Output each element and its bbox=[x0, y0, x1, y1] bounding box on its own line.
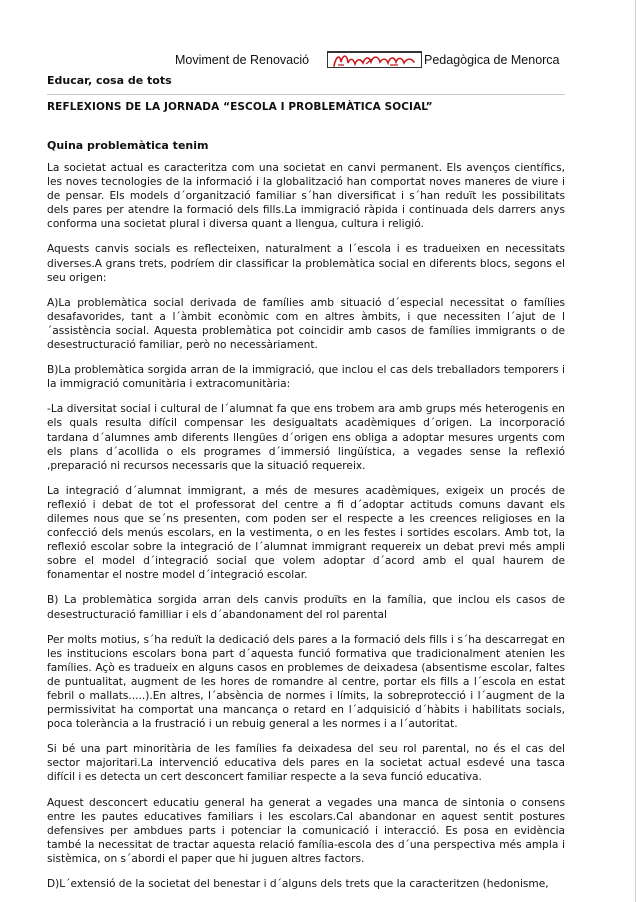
paragraph: Per molts motius, s´ha reduït la dedicació dels pares a la formació dels fills i s´ha descarregat en les institucions escolars bona part d´aquesta funció formativa que tradicionalment atenien les famílies. Açò es tradueix en alguns casos en problemes de deixadesa (absentisme escolar, faltes de puntualitat, augment de les hores de romandre al centre, portar els fills a l´escola en estat febril o mallats.....).En altres, l´absència de normes i límits, la sobreprotecció i l´augment de la permissivitat ha comportat una mancança o retard en l´adquisició d´hàbits i habilitats socials, poca tolerància a la frustració i un rebuig general a les normes i a l´autoritat. bbox=[47, 633, 565, 731]
paragraph: -La diversitat social i cultural de l´alumnat fa que ens trobem ara amb grups més heterogenis en els quals resulta difícil compensar les desigualtats acadèmiques d´origen. La incorporació tardana d´alumnes amb diferents llengües d´origen ens obliga a adoptar mesures urgents com els plans d´acollida o els programes d´immersió lingüística, a vegades sense la reflexió ,preparació ni recursos necessaris que la situació requereix. bbox=[47, 403, 565, 472]
paragraph: A)La problemàtica social derivada de famílies amb situació d´especial necessitat o famílies desafavorides, tant a l´àmbit econòmic com en altres àmbits, i que necessiten l´ajut de l´assistència social. Aquesta problemàtica pot coincidir amb casos de famílies immigrants o de desestructuració familiar, però no necessàriament. bbox=[47, 296, 565, 352]
masthead bbox=[0, 48, 636, 74]
header-left-text: Moviment de Renovació bbox=[175, 53, 310, 67]
paragraph: Si bé una part minoritària de les famílies fa deixadesa del seu rol parental, no és el cas del sector majoritari.La intervenció educativa dels pares en la societat actual esdevé una tasca difícil i es detecta un cert desconcert familiar respecte a la seva funció educativa. bbox=[47, 743, 565, 784]
paragraph: Aquest desconcert educatiu general ha generat a vegades una manca de sintonia o consens entre les pautes educatives familiars i les escolars.Cal abandonar en aquest sentit postures defensives per ambdues parts i potenciar la comunicació i interacció. Es posa en evidència també la necessitat de tractar aquesta relació família-escola des d´una perspectiva més ampla i sistèmica, on s´abordi el paper que hi juguen altres factors. bbox=[47, 796, 565, 865]
document-title: REFLEXIONS DE LA JORNADA “ESCOLA I PROBLEMÀTICA SOCIAL” bbox=[47, 101, 433, 113]
paragraph: D)L´extensió de la societat del benestar i d´alguns dels trets que la caracteritzen (hedonisme, bbox=[47, 878, 549, 891]
paragraph: La societat actual es caracteritza com una societat en canvi permanent. Els avenços científics, les noves tecnologies de la informació i la globalització han comportat noves maneres de viure i de pensar. Els models d´organització familiar s´han diversificat i s´han reduït les possibilitats dels pares per atendre la formació dels fills.La immigració ràpida i continuada dels darrers anys conforma una societat plural i diversa quant a llengua, cultura i religió. bbox=[47, 162, 565, 231]
section-title: Quina problemàtica tenim bbox=[47, 139, 209, 152]
paragraph: B)La problemàtica sorgida arran de la immigració, que inclou el cas dels treballadors temporers i la immigració comunitària i extracomunitària: bbox=[47, 364, 565, 391]
header-divider bbox=[47, 94, 565, 95]
document-subtitle: Educar, cosa de tots bbox=[47, 74, 172, 87]
mrp-logo-icon bbox=[328, 50, 423, 70]
paragraph: B) La problemàtica sorgida arran dels canvis produïts en la família, que inclou els casos de desestructuració familliar i els d´abandonament del rol parental bbox=[47, 594, 565, 621]
paragraph: Aquests canvis socials es reflecteixen, naturalment a l´escola i es tradueixen en necessitats diverses.A grans trets, podríem dir classificar la problemàtica social en diferents blocs, segons el seu origen: bbox=[47, 243, 565, 284]
paragraph: La integració d´alumnat immigrant, a més de mesures acadèmiques, exigeix un procés de reflexió i debat de tot el professorat del centre a fi d´adoptar actituds comuns davant els dilemes nous que se´ns presenten, com poden ser el respecte a les creences religioses en la confecció dels menús escolars, en la vestimenta, o en les festes i sortides escolars. Amb tot, la reflexió escolar sobre la integració de l´alumnat immigrant requereix un debat previ més ampli sobre el model d´integració social que volem adoptar d´acord amb el qual haurem de fonamentar el nostre model d´integració escolar. bbox=[47, 484, 565, 582]
document-body bbox=[47, 161, 565, 902]
mrp-logo bbox=[327, 51, 422, 68]
header-right-text: Pedagògica de Menorca bbox=[424, 53, 560, 67]
